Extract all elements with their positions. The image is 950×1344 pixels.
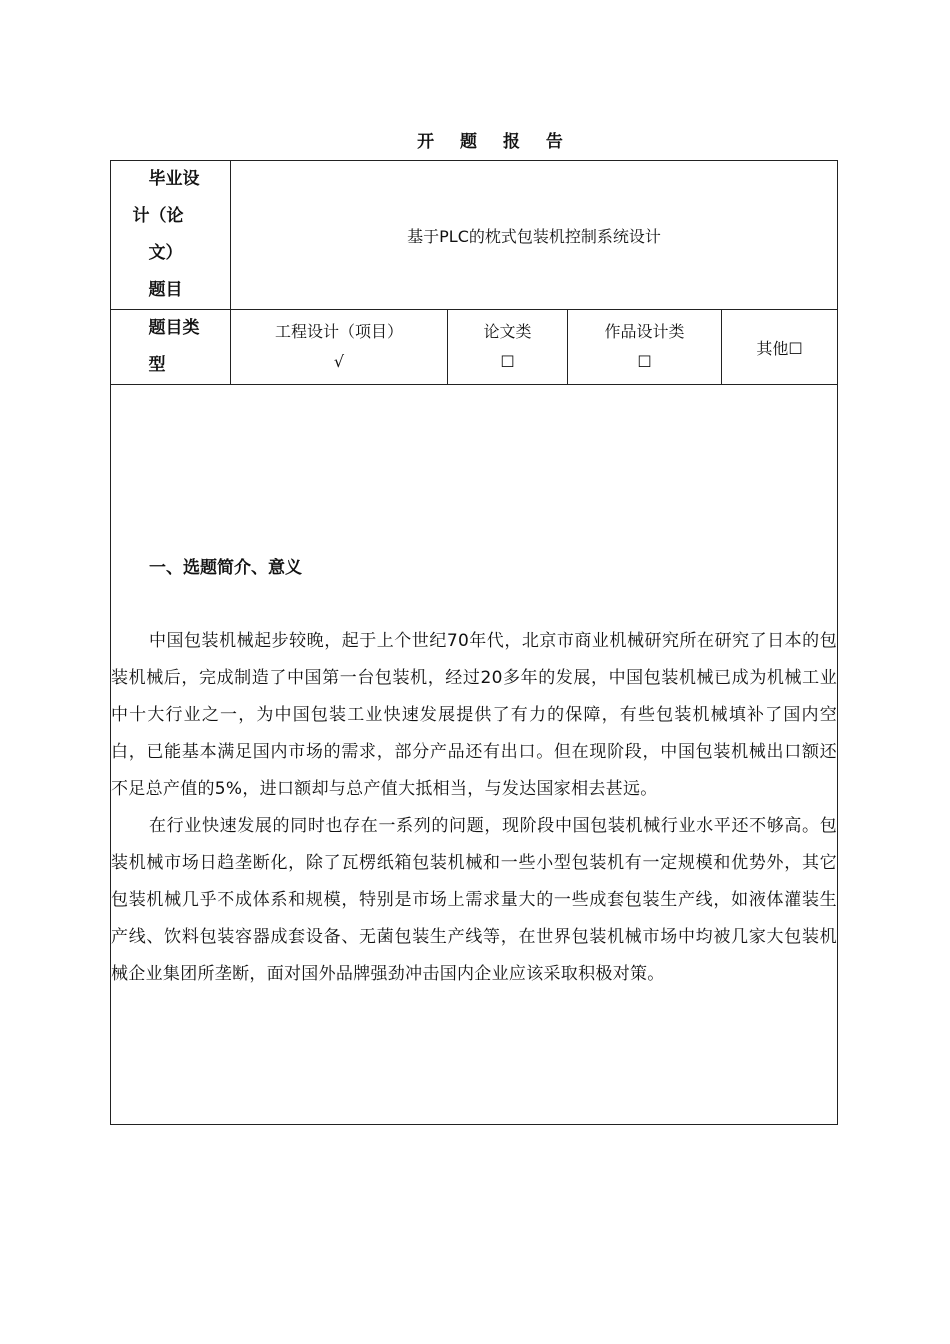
checkmark-icon: √ — [333, 352, 345, 371]
type-label-cell — [111, 310, 231, 385]
checkbox-icon: ☐ — [637, 352, 652, 371]
body-paragraph: 在行业快速发展的同时也存在一系列的问题，现阶段中国包装机械行业水平还不够高。包装机械市场日趋垄断化，除了瓦楞纸箱包装机械和一些小型包装机有一定规模和优势外，其它包装机械几乎不成体系和规模，特别是市场上需求量大的一些成套包装生产线，如液体灌装生产线、饮料包装容器成套设备、无菌包装生产线等，在世界包装机械市场中均被几家大包装机械企业集团所垄断，面对国外品牌强劲冲击国内企业应该采取积极对策。 — [111, 816, 837, 984]
type-label-line: 题目类 — [148, 318, 200, 338]
content-cell — [111, 385, 838, 1125]
type-option-label: 作品设计类 — [604, 322, 685, 341]
section-heading: 一、选题简介、意义 — [149, 558, 302, 578]
topic-label-line: 毕业设 — [148, 169, 200, 189]
type-option-label: 论文类 — [483, 322, 532, 341]
type-option-label: 工程设计（项目） — [274, 322, 403, 341]
proposal-form-table — [110, 160, 838, 1125]
checkbox-icon: ☐ — [500, 352, 515, 371]
type-option-design-work — [568, 310, 722, 385]
document-title: 开 题 报 告 — [417, 132, 573, 152]
topic-label-line: 题目 — [148, 280, 183, 300]
content-row — [111, 385, 838, 1125]
type-option-engineering — [231, 310, 448, 385]
topic-value: 基于PLC的枕式包装机控制系统设计 — [231, 161, 838, 310]
body-paragraph: 中国包装机械起步较晚，起于上个世纪70年代，北京市商业机械研究所在研究了日本的包装机械后，完成制造了中国第一台包装机，经过20多年的发展，中国包装机械已成为机械工业中十大行业之一，为中国包装工业快速发展提供了有力的保障，有些包装机械填补了国内空白，已能基本满足国内市场的需求，部分产品还有出口。但在现阶段，中国包装机械出口额还不足总产值的5%，进口额却与总产值大抵相当，与发达国家相去甚远。 — [111, 631, 837, 799]
type-option-other: 其他☐ — [722, 310, 838, 385]
type-row — [111, 310, 838, 385]
topic-row — [111, 161, 838, 310]
type-label-line: 型 — [148, 355, 166, 375]
topic-label-cell — [111, 161, 231, 310]
topic-label-line: 计（论文） — [132, 206, 184, 263]
type-option-thesis — [448, 310, 568, 385]
